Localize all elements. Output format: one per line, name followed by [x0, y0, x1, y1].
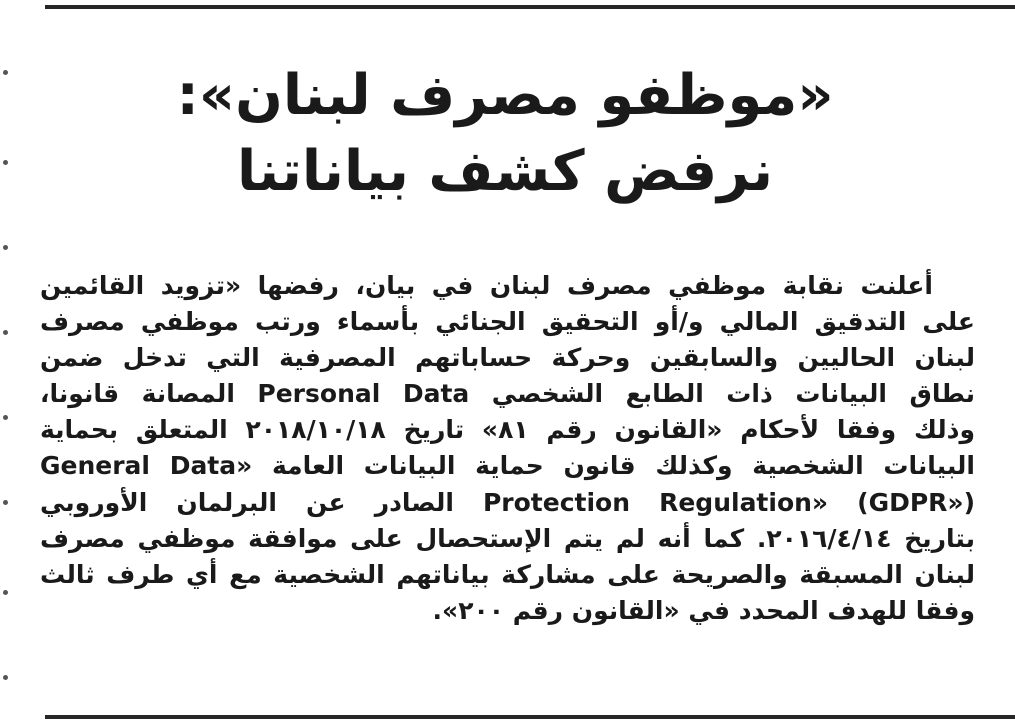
bottom-rule	[45, 715, 1015, 719]
article-line: بتاريخ ٢٠١٦/٤/١٤. كما أنه لم يتم الإستحصال على موافقة موظفي مصرف	[40, 523, 975, 553]
article-line: لبنان الحاليين والسابقين وحركة حساباتهم المصرفية التي تدخل ضمن	[40, 343, 975, 373]
article-line: البيانات الشخصية وكذلك قانون حماية البيانات العامة «General Data	[40, 451, 975, 481]
article-line: نطاق البيانات ذات الطابع الشخصي Personal Data المصانة قانونا،	[40, 379, 975, 409]
article-line: وفقا للهدف المحدد في «القانون رقم ٢٠٠».	[432, 595, 975, 625]
article-line: Protection Regulation» (GDPR») الصادر عن البرلمان الأوروبي	[40, 487, 975, 517]
margin-mark	[3, 415, 8, 420]
headline-line-2: نرفض كشف بياناتنا	[236, 139, 774, 204]
headline-line-1: «موظفو مصرف لبنان»:	[176, 63, 834, 128]
top-rule	[45, 5, 1015, 9]
article-line: وذلك وفقا لأحكام «القانون رقم ٨١» تاريخ ٢٠١٨/١٠/١٨ المتعلق بحماية	[40, 415, 976, 445]
article-headline	[70, 58, 940, 210]
margin-mark	[3, 675, 8, 680]
article-body	[40, 268, 975, 629]
article-line: أعلنت نقابة موظفي مصرف لبنان في بيان، رفضها «تزويد القائمين	[40, 271, 933, 300]
article-line: على التدقيق المالي و/أو التحقيق الجنائي بأسماء ورتب موظفي مصرف	[40, 307, 975, 337]
margin-mark	[3, 500, 8, 505]
margin-mark	[3, 330, 8, 335]
margin-mark	[3, 590, 8, 595]
margin-mark	[3, 70, 8, 75]
article-line: لبنان المسبقة والصريحة على مشاركة بياناتهم الشخصية مع أي طرف ثالث	[40, 559, 975, 589]
margin-mark	[3, 245, 8, 250]
margin-mark	[3, 160, 8, 165]
